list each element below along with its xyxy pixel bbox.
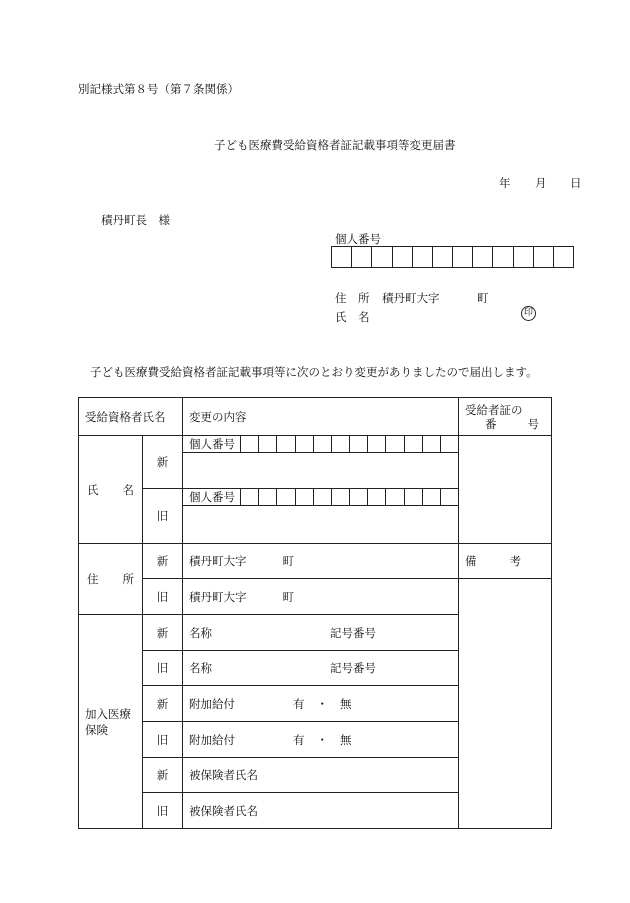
additional-benefit-new[interactable]: 附加給付 有 ・ 無: [183, 686, 459, 722]
date-month: 月: [535, 176, 547, 190]
remarks-cell[interactable]: [459, 579, 552, 829]
my-number-boxes[interactable]: [331, 246, 574, 268]
date-year: 年: [499, 176, 511, 190]
name-new-my-number[interactable]: 個人番号: [183, 436, 458, 453]
name-new-cell[interactable]: [183, 436, 459, 489]
label-new: 新: [143, 544, 183, 579]
my-number-digit[interactable]: [433, 247, 453, 267]
my-number-digit[interactable]: [413, 247, 433, 267]
my-number-digit[interactable]: [372, 247, 392, 267]
header-cert-number: 受給者証の 番 号: [459, 398, 552, 436]
header-change-content: 変更の内容: [183, 398, 459, 436]
form-number: 別記様式第８号（第７条関係）: [78, 82, 239, 96]
label-old: 旧: [143, 793, 183, 829]
insured-name-new[interactable]: 被保険者氏名: [183, 758, 459, 793]
my-number-digit[interactable]: [332, 247, 352, 267]
row-label-insurance: 加入医療 保険: [79, 615, 143, 829]
my-number-digit[interactable]: [473, 247, 493, 267]
my-number-digit[interactable]: [493, 247, 513, 267]
additional-benefit-old[interactable]: 附加給付 有 ・ 無: [183, 722, 459, 758]
row-label-name: 氏 名: [79, 436, 143, 544]
label-old: 旧: [143, 579, 183, 615]
address-town: 町: [477, 291, 489, 305]
my-number-digit[interactable]: [534, 247, 554, 267]
seal-mark: 印: [521, 306, 536, 321]
my-number-digit[interactable]: [393, 247, 413, 267]
option-no[interactable]: 無: [340, 696, 352, 711]
my-number-digit[interactable]: [554, 247, 573, 267]
statement: 子ども医療費受給資格者証記載事項等に次のとおり変更がありましたので届出します。: [90, 365, 538, 379]
remarks-header: 備 考: [459, 544, 552, 579]
name-old-my-number[interactable]: 個人番号: [183, 489, 458, 506]
address-value: 積丹町大字: [382, 291, 440, 305]
header-applicant-name: 受給資格者氏名: [79, 398, 183, 436]
address-old-cell[interactable]: 積丹町大字 町: [183, 579, 459, 615]
label-new: 新: [143, 436, 183, 489]
addressee: 積丹町長 様: [101, 213, 170, 227]
name-old-cell[interactable]: [183, 489, 459, 544]
date-day: 日: [570, 176, 582, 190]
form-title: 子ども医療費受給資格者証記載事項等変更届書: [214, 138, 456, 152]
label-old: 旧: [143, 651, 183, 686]
label-new: 新: [143, 686, 183, 722]
insurance-name-new[interactable]: 名称 記号番号: [183, 615, 459, 651]
change-table: [78, 397, 552, 829]
option-no[interactable]: 無: [340, 732, 352, 747]
insured-name-old[interactable]: 被保険者氏名: [183, 793, 459, 829]
my-number-digit[interactable]: [514, 247, 534, 267]
label-new: 新: [143, 758, 183, 793]
my-number-digit[interactable]: [453, 247, 473, 267]
option-yes[interactable]: 有: [293, 696, 305, 711]
row-label-address: 住 所: [79, 544, 143, 615]
address-new-cell[interactable]: 積丹町大字 町: [183, 544, 459, 579]
name-label: 氏 名: [335, 310, 370, 324]
option-yes[interactable]: 有: [293, 732, 305, 747]
address-label: 住 所: [335, 291, 370, 305]
label-new: 新: [143, 615, 183, 651]
my-number-label: 個人番号: [335, 232, 381, 246]
my-number-digit[interactable]: [352, 247, 372, 267]
label-old: 旧: [143, 489, 183, 544]
cert-number-cell[interactable]: [459, 436, 552, 544]
label-old: 旧: [143, 722, 183, 758]
insurance-name-old[interactable]: 名称 記号番号: [183, 651, 459, 686]
